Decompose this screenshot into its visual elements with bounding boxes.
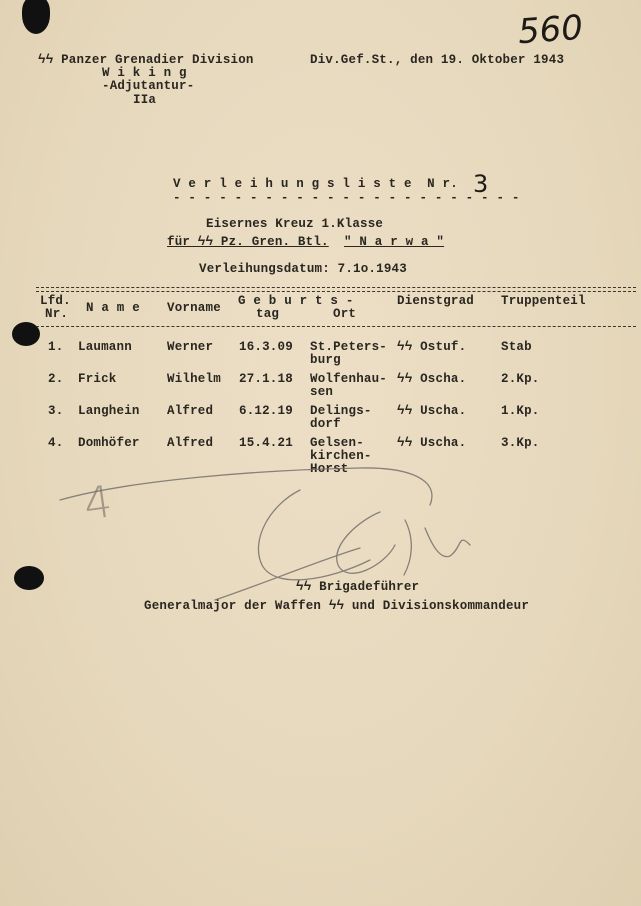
- table-row-2-truppenteil: 2.Kp.: [501, 372, 540, 386]
- award-date: Verleihungsdatum: 7.1o.1943: [199, 262, 407, 276]
- header-adjutantur: -Adjutantur-: [102, 79, 195, 93]
- table-row-2-name: Frick: [78, 372, 117, 386]
- table-row-4-nr: 4.: [48, 436, 64, 450]
- table-row-2-nr: 2.: [48, 372, 64, 386]
- award-unit-prefix: für ϟϟ Pz. Gren. Btl.: [167, 235, 329, 249]
- list-title: V e r l e i h u n g s l i s t e N r.: [173, 177, 458, 191]
- table-row-3-nr: 3.: [48, 404, 64, 418]
- table-row-2-dienstgrad: ϟϟ Oscha.: [397, 372, 467, 386]
- table-row-4-truppenteil: 3.Kp.: [501, 436, 540, 450]
- table-row-2-tag: 27.1.18: [239, 372, 293, 386]
- table-rule-header: [36, 326, 636, 327]
- header-place-date: Div.Gef.St., den 19. Oktober 1943: [310, 53, 565, 67]
- signature-title: Generalmajor der Waffen ϟϟ und Divisionskommandeur: [144, 599, 530, 613]
- title-underline: - - - - - - - - - - - - - - - - - - - - - - -: [173, 191, 520, 205]
- table-row-1-vorname: Werner: [167, 340, 214, 354]
- award-unit-name: " N a r w a ": [344, 235, 445, 249]
- table-row-3-truppenteil: 1.Kp.: [501, 404, 540, 418]
- table-row-2-ort: Wolfenhau- sen: [310, 372, 388, 399]
- table-row-3-vorname: Alfred: [167, 404, 214, 418]
- header-lfd: Lfd.: [40, 294, 71, 308]
- header-ort: Ort: [333, 307, 357, 321]
- table-row-4-name: Domhöfer: [78, 436, 140, 450]
- folio-number: 560: [516, 7, 585, 53]
- header-division-name: W i k i n g: [102, 66, 187, 80]
- table-row-1-dienstgrad: ϟϟ Ostuf.: [397, 340, 467, 354]
- table-row-2-vorname: Wilhelm: [167, 372, 221, 386]
- table-row-3-ort: Delings- dorf: [310, 404, 372, 431]
- header-geburts: G e b u r t s -: [238, 294, 354, 308]
- header-unit-line: ϟϟ Panzer Grenadier Division: [38, 53, 254, 67]
- header-truppenteil: Truppenteil: [501, 294, 586, 308]
- table-row-3-dienstgrad: ϟϟ Uscha.: [397, 404, 467, 418]
- table-row-4-vorname: Alfred: [167, 436, 214, 450]
- table-row-3-name: Langhein: [78, 404, 140, 418]
- header-section: IIa: [133, 93, 157, 107]
- table-rule-top: [36, 287, 636, 288]
- header-name: N a m e: [86, 301, 140, 315]
- table-row-1-truppenteil: Stab: [501, 340, 532, 354]
- award-name: Eisernes Kreuz 1.Klasse: [206, 217, 384, 231]
- table-row-4-dienstgrad: ϟϟ Uscha.: [397, 436, 467, 450]
- table-row-1-nr: 1.: [48, 340, 64, 354]
- table-row-1-name: Laumann: [78, 340, 132, 354]
- header-tag: tag: [256, 307, 280, 321]
- binder-mark-top: [22, 0, 50, 34]
- header-dienstgrad: Dienstgrad: [397, 294, 475, 308]
- header-nr: Nr.: [45, 307, 69, 321]
- table-row-3-tag: 6.12.19: [239, 404, 293, 418]
- table-row-4-tag: 15.4.21: [239, 436, 293, 450]
- header-vorname: Vorname: [167, 301, 221, 315]
- table-rule-top-2: [36, 291, 636, 292]
- table-row-1-ort: St.Peters- burg: [310, 340, 388, 367]
- pencil-margin-note: 4: [80, 476, 116, 531]
- binder-mark-bottom: [14, 566, 44, 590]
- table-row-1-tag: 16.3.09: [239, 340, 293, 354]
- table-row-4-ort: Gelsen- kirchen- Horst: [310, 436, 372, 476]
- list-number: 3: [473, 170, 489, 198]
- signature-rank: ϟϟ Brigadeführer: [296, 580, 420, 594]
